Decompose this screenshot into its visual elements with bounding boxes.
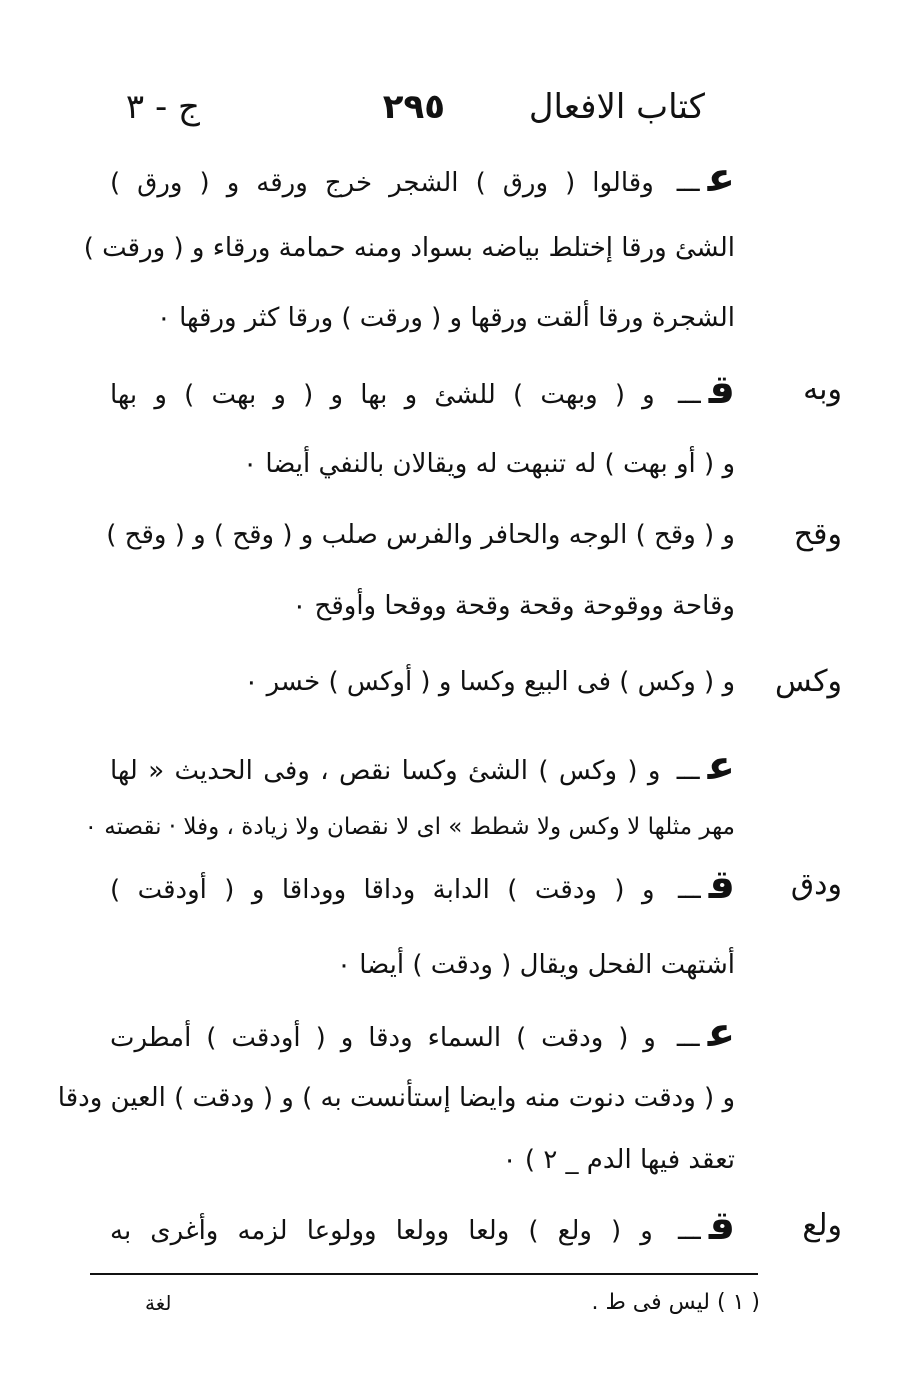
page-number: ٢٩٥ [382,87,445,127]
line-text: و ( وكس ) الشئ وكسا نقص ، وفى الحديث « لها [110,756,661,786]
headword-wala: ولع [802,1208,842,1243]
text-line: قـــ و ( ولع ) ولعا وولعا وولوعا لزمه وأغرى به [110,1203,736,1249]
line-text: و ( وبهت ) للشئ و بها و ( و بهت ) و بها [110,380,655,410]
line-text: و ( أو بهت ) له تنبهت له ويقالان بالنفي أيضا ٠ [243,449,735,479]
line-text: و ( ولع ) ولعا وولعا وولوعا لزمه وأغرى به [110,1216,653,1246]
source-sigil: ق [708,367,735,413]
footnote-divider [90,1273,758,1275]
volume-number: ج - ٣ [125,87,200,127]
book-title: كتاب الافعال [528,87,705,127]
line-text: الشجرة ورقا ألقت ورقها و ( ورقت ) ورقا كثر ورقها ٠ [156,303,735,333]
line-text: و ( وكس ) فى البيع وكسا و ( أوكس ) خسر ٠ [244,667,735,697]
text-line: عـــ و ( ودقت ) السماء ودقا و ( أودقت ) أمطرت [110,1010,736,1056]
signature-mark: لغة [145,1291,172,1315]
source-sigil: ع [707,155,735,201]
text-line: عـــ و ( وكس ) الشئ وكسا نقص ، وفى الحديث « لها [110,743,735,789]
line-text: تعقد فيها الدم _ ٢ ) ٠ [502,1145,735,1175]
line-text: وقاحة ووقوحة وقحة وقحة ووقحا وأوقح ٠ [292,591,735,621]
headword-wadaq: ودق [790,867,842,902]
source-sigil: ق [708,862,735,908]
line-text: أشتهت الفحل ويقال ( ودقت ) أيضا ٠ [336,950,735,980]
source-sigil: ق [708,1203,736,1249]
text-line [110,576,735,636]
text-line [110,652,735,712]
text-line: قـــ و ( وبهت ) للشئ و بها و ( و بهت ) و بها [110,367,735,413]
text-line [110,434,735,494]
text-line [110,935,735,995]
line-text: مهر مثلها لا وكس ولا شطط » اى لا نقصان ولا زيادة ، وفلا · نقصته ٠ [84,814,735,840]
text-line [84,797,735,857]
text-line [110,1130,735,1190]
source-sigil: ع [707,1010,736,1056]
line-text: وقالوا ( ورق ) الشجر خرج ورقه و ( ورق ) [110,168,654,198]
text-line [57,1068,735,1128]
line-text: و ( ودقت ) السماء ودقا و ( أودقت ) أمطرت [110,1023,656,1053]
text-line: عـــ وقالوا ( ورق ) الشجر خرج ورقه و ( ورق ) [110,155,735,201]
headword-wakas: وكس [774,664,842,699]
line-text: الشئ ورقا إختلط بياضه بسواد ومنه حمامة ورقاء و ( ورقت ) [83,233,735,263]
headword-wabah: وبه [803,372,842,407]
text-line: قـــ و ( ودقت ) الدابة وداقا ووداقا و ( أودقت ) [110,862,735,908]
text-line [110,288,735,348]
text-line [106,505,735,565]
line-text: و ( وقح ) الوجه والحافر والفرس صلب و ( وقح ) و ( وقح ) [106,520,735,550]
line-text: و ( ودقت دنوت منه وايضا إستأنست به ) و ( ودقت ) العين ودقا [57,1083,735,1113]
line-text: و ( ودقت ) الدابة وداقا ووداقا و ( أودقت ) [110,875,655,905]
text-line [83,218,735,278]
headword-waqah: وقح [793,517,842,552]
footnote: ( ١ ) ليس فى ط . [591,1290,760,1315]
source-sigil: ع [707,743,735,789]
